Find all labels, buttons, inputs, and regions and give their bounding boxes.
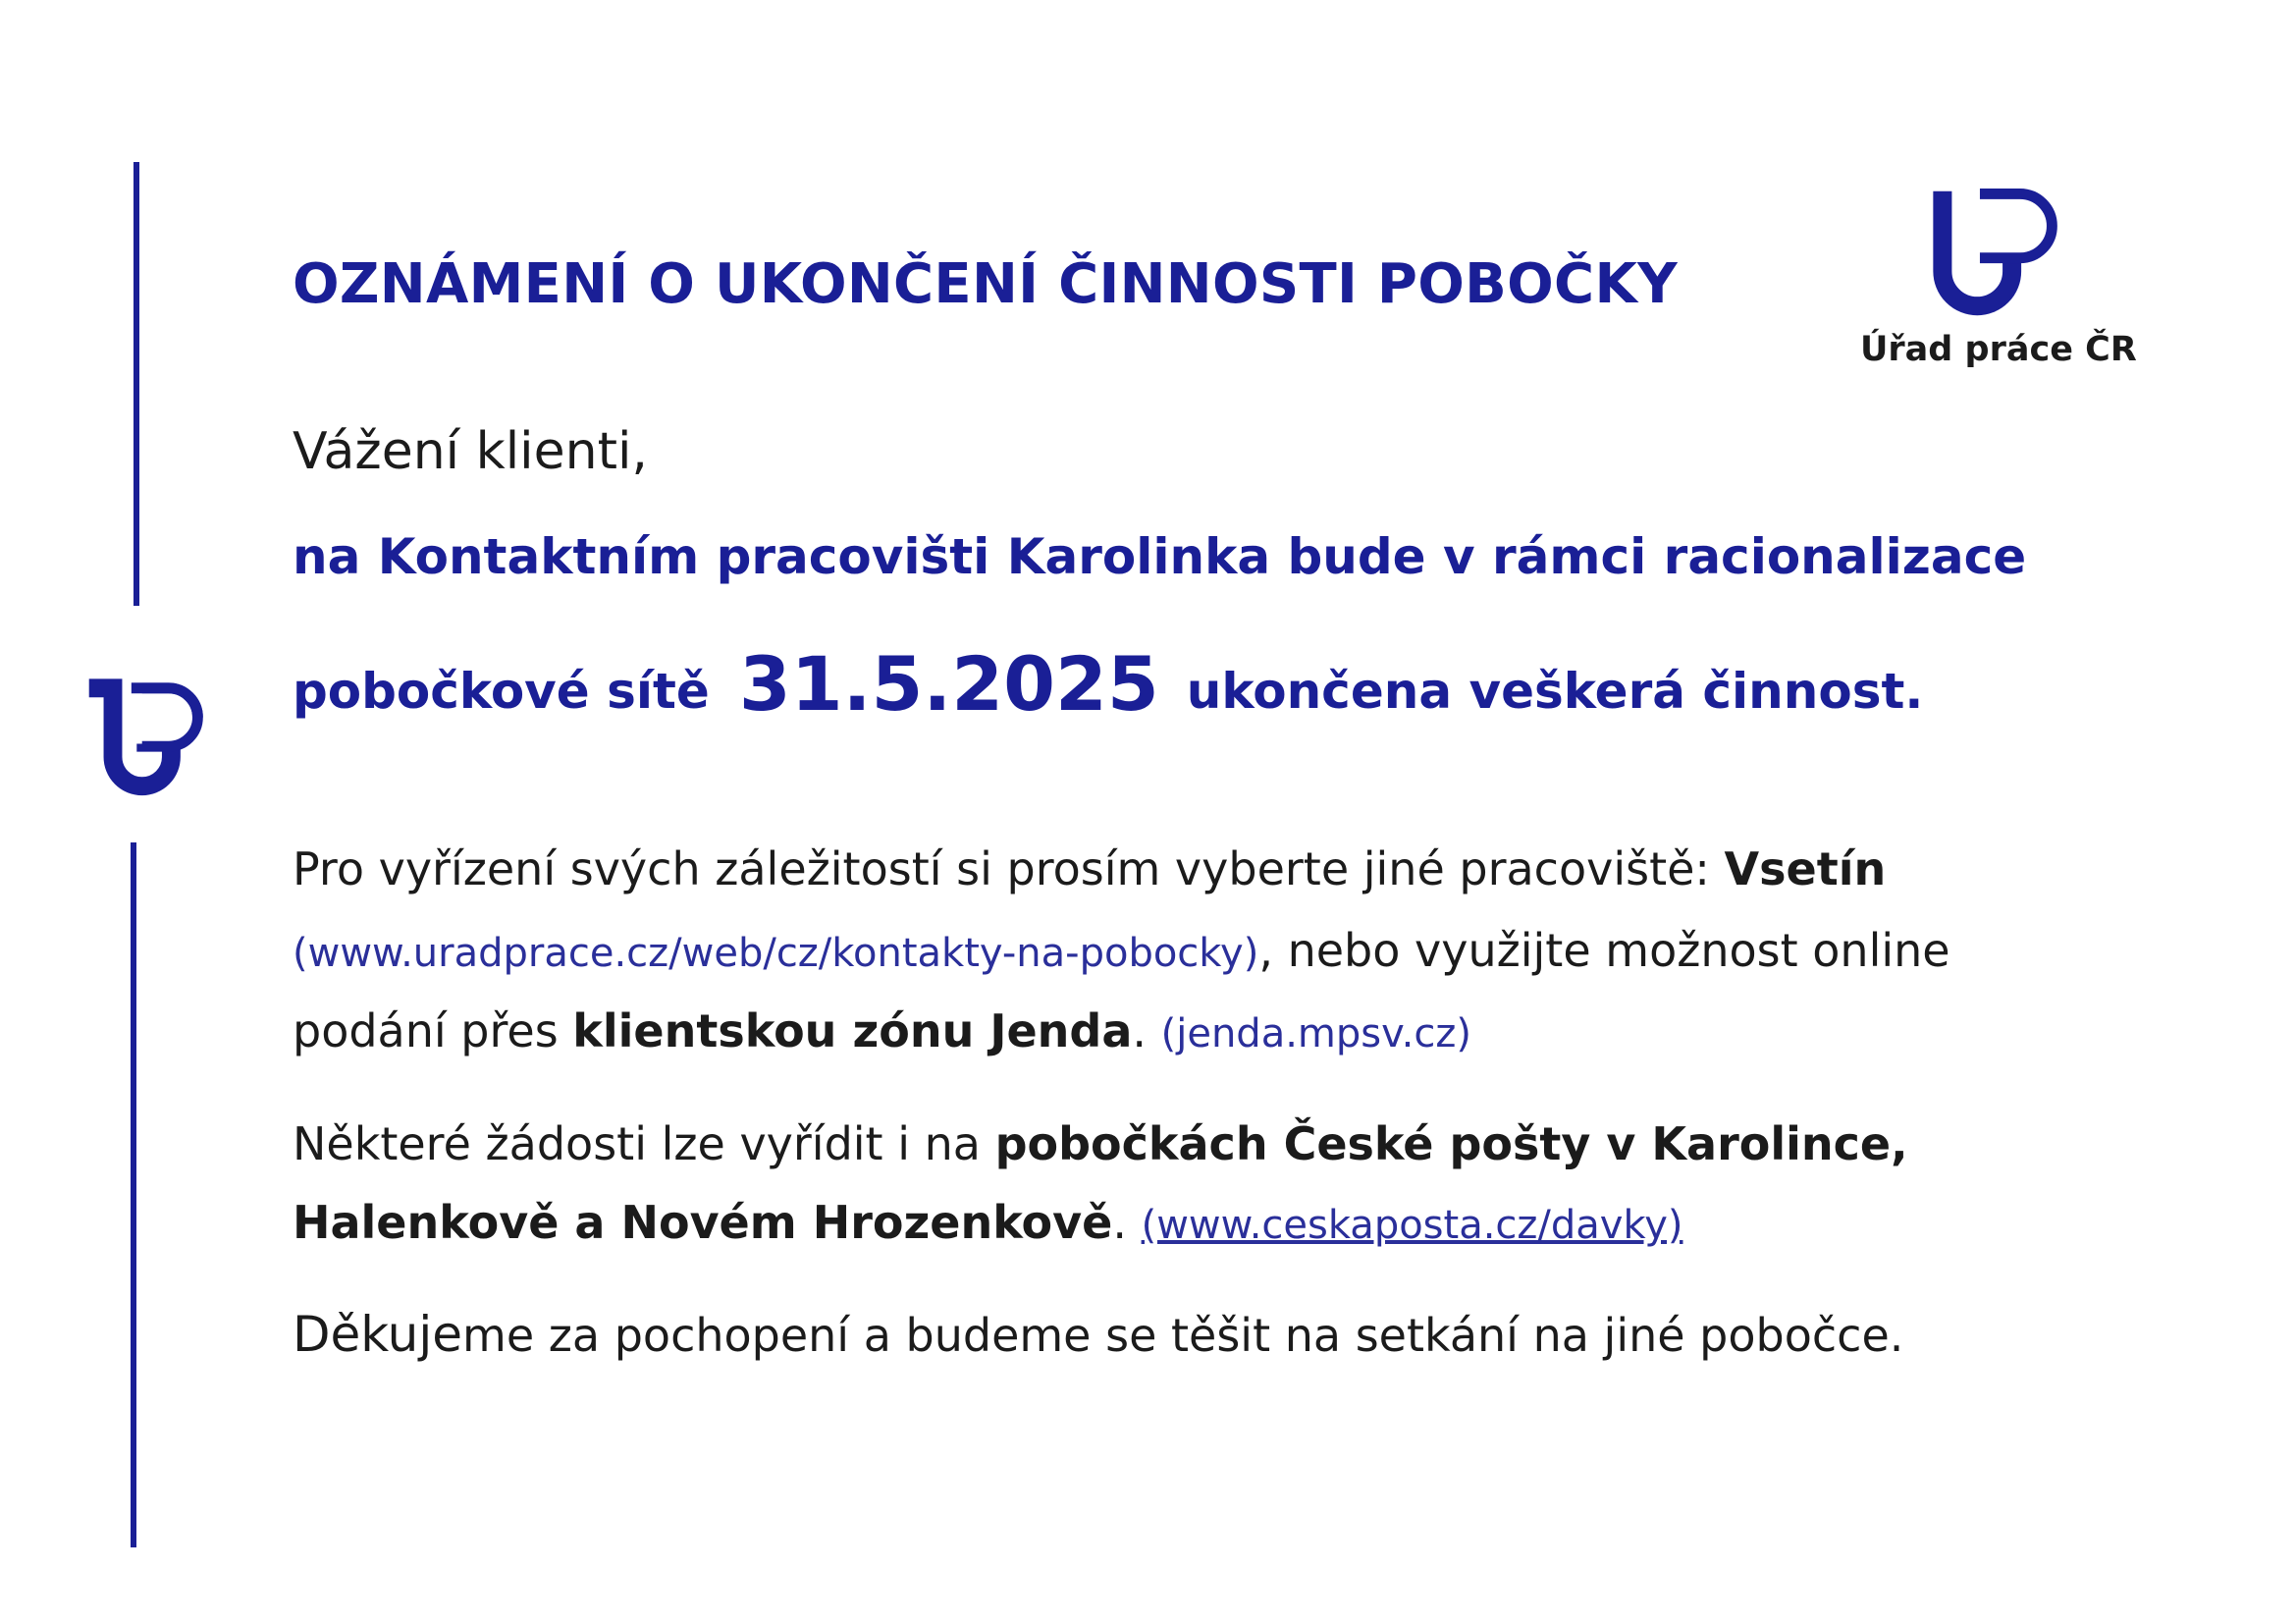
lead-line-2 [293, 638, 1923, 726]
para1-line-2 [293, 924, 1950, 977]
jenda-url-link[interactable]: (jenda.mpsv.cz) [1160, 1011, 1471, 1056]
urad-prace-logo-icon [86, 677, 219, 810]
thanks-paragraph [293, 1306, 1903, 1363]
para1-text-4: . [1132, 1004, 1161, 1057]
para1-text-2: , nebo využijte možnost online [1258, 924, 1950, 977]
thanks-text-2: me za pochopení a budeme se těšit na setkání na jiné pobočce. [462, 1309, 1904, 1362]
left-border-line-bottom [131, 842, 136, 1547]
lead-line-2-suffix: ukončena veškerá činnost. [1186, 663, 1924, 720]
para2-text-1: Některé žádosti lze vyřídit i na [293, 1117, 995, 1170]
ceskaposta-url-link[interactable]: (www.ceskaposta.cz/davky) [1141, 1203, 1683, 1248]
notice-title: OZNÁMENÍ O UKONČENÍ ČINNOSTI POBOČKY [293, 252, 1678, 316]
thanks-text-1: Děkuje [293, 1306, 463, 1363]
para1-text-1: Pro vyřízení svých záležitostí si prosím vyberte jiné pracoviště: [293, 842, 1725, 895]
logo-caption: Úřad práce ČR [1860, 330, 2137, 369]
vsetin-branch: Vsetín [1724, 842, 1887, 895]
post-offices-line-1: pobočkách České pošty v Karolince, [994, 1117, 1908, 1170]
post-offices-line-2: Halenkově a Novém Hrozenkově [293, 1196, 1113, 1249]
para2-line-1 [293, 1117, 1908, 1170]
urad-prace-logo-top-icon [1932, 189, 2065, 322]
left-border-line-top [133, 162, 139, 606]
lead-line-2-prefix: pobočkové sítě [293, 663, 710, 720]
para1-text-3: podání přes [293, 1004, 573, 1057]
para1-line-1 [293, 842, 1886, 895]
lead-line-1: na Kontaktním pracovišti Karolinka bude v rámci racionalizace [293, 528, 2027, 585]
contacts-url-link[interactable]: (www.uradprace.cz/web/cz/kontakty-na-pobocky) [293, 931, 1259, 976]
para1-line-3 [293, 1004, 1471, 1057]
para2-text-2: . [1112, 1196, 1142, 1249]
closing-date: 31.5.2025 [738, 640, 1159, 728]
jenda-zone: klientskou zónu Jenda [572, 1004, 1133, 1057]
greeting: Vážení klienti, [293, 422, 648, 481]
para2-line-2 [293, 1196, 1682, 1249]
